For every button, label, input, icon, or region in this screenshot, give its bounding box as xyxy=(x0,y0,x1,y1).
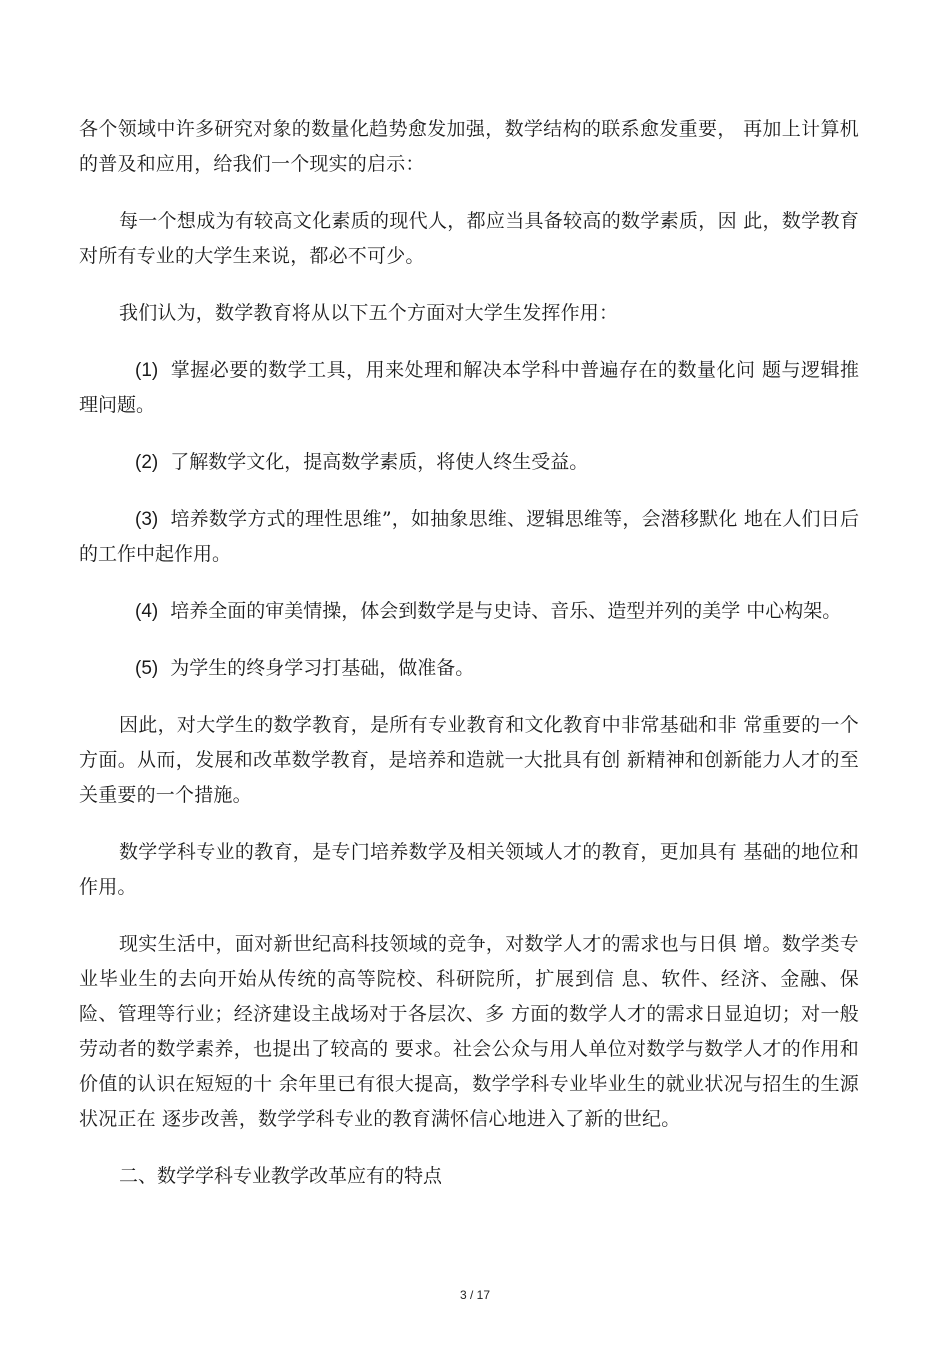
list-item-number: (2) xyxy=(135,452,159,473)
paragraph-conclusion: 因此，对大学生的数学教育，是所有专业教育和文化教育中非常基础和非 常重要的一个方面。从而，发展和改革数学教育，是培养和造就一大批具有创 新精神和创新能力人才的至关重要的一个措施。 xyxy=(79,714,859,806)
section-heading: 二、数学学科专业教学改革应有的特点 xyxy=(119,1165,443,1187)
list-item-text: 了解数学文化，提高数学素质，将使人终生受益。 xyxy=(170,451,589,473)
list-item-number: (1) xyxy=(135,360,159,381)
list-item-text: 掌握必要的数学工具，用来处理和解决本学科中普遍存在的数量化问 题与逻辑推理问题。 xyxy=(79,359,859,416)
list-item-5 xyxy=(79,651,859,686)
list-item-text: 培养全面的审美情操，体会到数学是与史诗、音乐、造型并列的美学 中心构架。 xyxy=(170,600,842,622)
paragraph-reality: 现实生活中，面对新世纪高科技领域的竞争，对数学人才的需求也与日俱 增。数学类专业毕业生的去向开始从传统的高等院校、科研院所，扩展到信 息、软件、经济、金融、保险、管理等行业；经济建设主战场对于各层次、多 方面的数学人才的需求日显迫切；对一般劳动者的数学素养，也提出了较高的 要求。社会公众与用人单位对数学与数学人才的作用和价值的认识在短短的十 余年里已有很大提高，数学学科专业毕业生的就业状况与招生的生源状况正在 逐步改善，数学学科专业的教育满怀信心地进入了新的世纪。 xyxy=(79,933,859,1130)
list-item-4 xyxy=(79,594,859,629)
list-item-3 xyxy=(79,502,859,572)
paragraph-quality: 每一个想成为有较高文化素质的现代人，都应当具备较高的数学素质，因 此，数学教育对所有专业的大学生来说，都必不可少。 xyxy=(79,210,859,267)
list-item-2 xyxy=(79,445,859,480)
document-body xyxy=(79,112,859,1194)
list-item-number: (3) xyxy=(135,509,159,530)
paragraph-intro: 各个领域中许多研究对象的数量化趋势愈发加强，数学结构的联系愈发重要， 再加上计算机的普及和应用，给我们一个现实的启示： xyxy=(79,118,859,175)
list-item-number: (5) xyxy=(135,658,159,679)
paragraph-discipline: 数学学科专业的教育，是专门培养数学及相关领域人才的教育，更加具有 基础的地位和作用。 xyxy=(79,841,859,898)
list-item-text: 为学生的终身学习打基础，做准备。 xyxy=(170,657,475,679)
list-item-text: 培养数学方式的理性思维”，如抽象思维、逻辑思维等，会潜移默化 地在人们日后的工作中起作用。 xyxy=(79,508,859,565)
list-item-1 xyxy=(79,353,859,423)
list-item-number: (4) xyxy=(135,601,159,622)
page-number: 3 / 17 xyxy=(459,1288,491,1302)
paragraph-five-aspects: 我们认为，数学教育将从以下五个方面对大学生发挥作用： xyxy=(119,302,619,324)
